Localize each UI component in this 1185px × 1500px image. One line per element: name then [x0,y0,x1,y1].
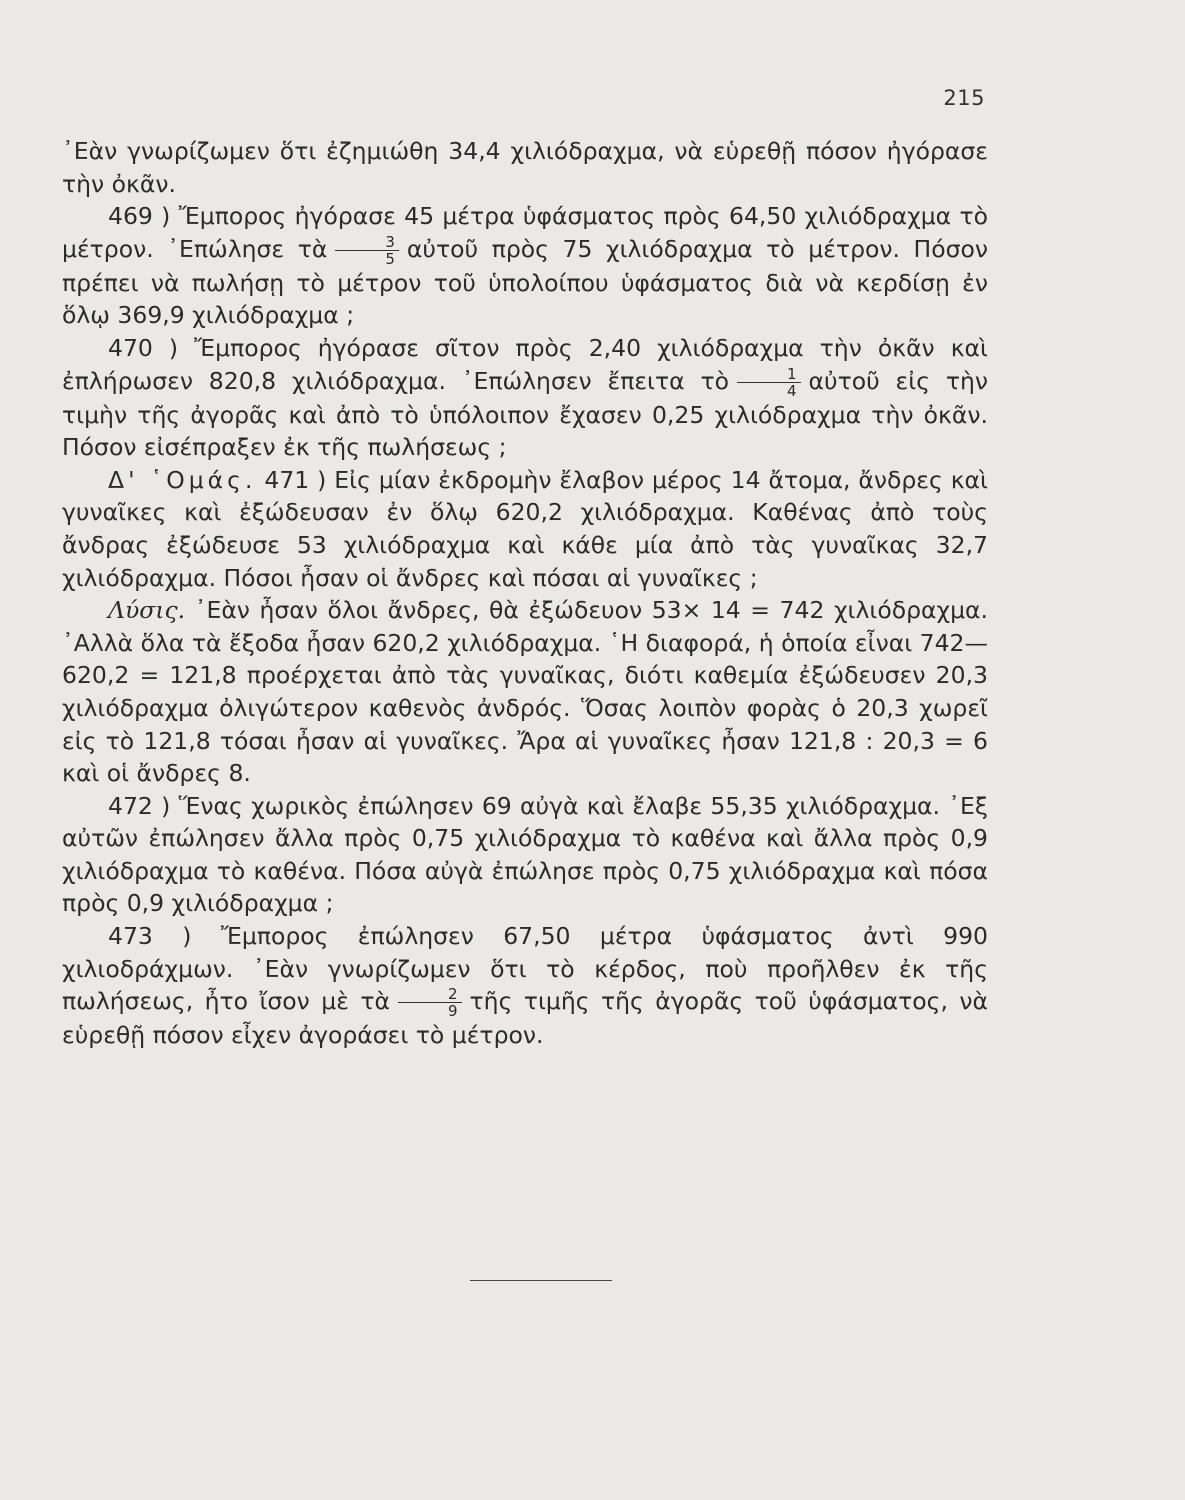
problem-470: 470 ) Ἔμπορος ἠγόρασε σῖτον πρὸς 2,40 χιλιόδραχμα τὴν ὀκᾶν καὶ ἐπλήρωσεν 820,8 χιλιόδραχμα. ᾿Επώλησεν ἔπειτα τὸ $\frac{1}{4}$ αὐτοῦ εἰς τὴν τιμὴν τῆς ἀγορᾶς καὶ ἀπὸ τὸ ὑπόλοιπον ἔχασεν 0,25 χιλιόδραχμα τὴν ὀκᾶν. Πόσον εἰσέπραξεν ἐκ τῆς πωλήσεως ; [62,333,988,462]
paragraph-intro: ᾿Εὰν γνωρίζωμεν ὅτι ἐζημιώθη 34,4 χιλιόδραχμα, νὰ εὑρεθῇ πόσον ἠγόρασε τὴν ὀκᾶν. [62,137,988,198]
section-divider [470,1280,612,1281]
fraction-2-9: $\frac{2}{9}$ [398,986,462,1019]
problem-469: 469 ) Ἔμπορος ἠγόρασε 45 μέτρα ὑφάσματος πρὸς 64,50 χιλιόδραχμα τὸ μέτρον. ᾿Επώλησε τὰ $\frac{3}{5}$ αὐτοῦ πρὸς 75 χιλιόδραχμα τὸ μέτρον. Πόσον πρέπει νὰ πωλήσῃ τὸ μέτρον τοῦ ὑπολοίπου ὑφάσματος διὰ νὰ κερδίσῃ ἐν ὅλῳ 369,9 χιλιόδραχμα ; [62,202,988,330]
fraction-1-4: $\frac{1}{4}$ [737,366,801,399]
page-number: 215 [943,86,985,110]
problem-471: Δ' ῾Ομάς. 471 ) Εἰς μίαν ἐκδρομὴν ἔλαβον μέρος 14 ἄτομα, ἄνδρες καὶ γυναῖκες καὶ ἐξώδευσαν ἐν ὅλῳ 620,2 χιλιόδραχμα. Καθένας ἀπὸ τοὺς ἄνδρας ἐξώδευσε 53 χιλιόδραχμα καὶ κάθε μία ἀπὸ τὰς γυναῖκας 32,7 χιλιόδραχμα. Πόσοι ἦσαν οἱ ἄνδρες καὶ πόσαι αἱ γυναῖκες ; [62,465,988,592]
solution-label: Λύσις. [108,596,186,625]
fraction-3-5: $\frac{3}{5}$ [335,234,399,267]
problem-473: 473 ) Ἔμπορος ἐπώλησεν 67,50 μέτρα ὑφάσματος ἀντὶ 990 χιλιοδράχμων. ᾿Εὰν γνωρίζωμεν ὅτι τὸ κέρδος, ποὺ προῆλθεν ἐκ τῆς πωλήσεως, ἦτο ἴσον μὲ τὰ $\frac{2}{9}$ τῆς τιμῆς τῆς ἀγορᾶς τοῦ ὑφάσματος, νὰ εὑρεθῇ πόσον εἶχεν ἀγοράσει τὸ μέτρον. [62,922,988,1050]
body-text [62,135,988,1052]
solution-471: Λύσις. ᾿Εὰν ἦσαν ὅλοι ἄνδρες, θὰ ἐξώδευον 53× 14 = 742 χιλιόδραχμα. ᾿Αλλὰ ὅλα τὰ ἔξοδα ἦσαν 620,2 χιλιόδραχμα. ῾Η διαφορά, ἡ ὁποία εἶναι 742—620,2 = 121,8 προέρχεται ἀπὸ τὰς γυναῖκας, διότι καθεμία ἐξώδευσεν 20,3 χιλιόδραχμα ὀλιγώτερον καθενὸς ἀνδρός. Ὅσας λοιπὸν φορὰς ὁ 20,3 χωρεῖ εἰς τὸ 121,8 τόσαι ἦσαν αἱ γυναῖκες. Ἄρα αἱ γυναῖκες ἦσαν 121,8 : 20,3 = 6 καὶ οἱ ἄνδρες 8. [62,596,988,788]
problem-472: 472 ) Ἕνας χωρικὸς ἐπώλησεν 69 αὐγὰ καὶ ἔλαβε 55,35 χιλιόδραχμα. ᾿Εξ αὐτῶν ἐπώλησεν ἄλλα πρὸς 0,75 χιλιόδραχμα τὸ καθένα καὶ ἄλλα πρὸς 0,9 χιλιόδραχμα τὸ καθένα. Πόσα αὐγὰ ἐπώλησε πρὸς 0,75 χιλιόδραχμα καὶ πόσα πρὸς 0,9 χιλιόδραχμα ; [62,791,988,918]
section-label: Δ' ῾Ομάς. [108,465,257,494]
